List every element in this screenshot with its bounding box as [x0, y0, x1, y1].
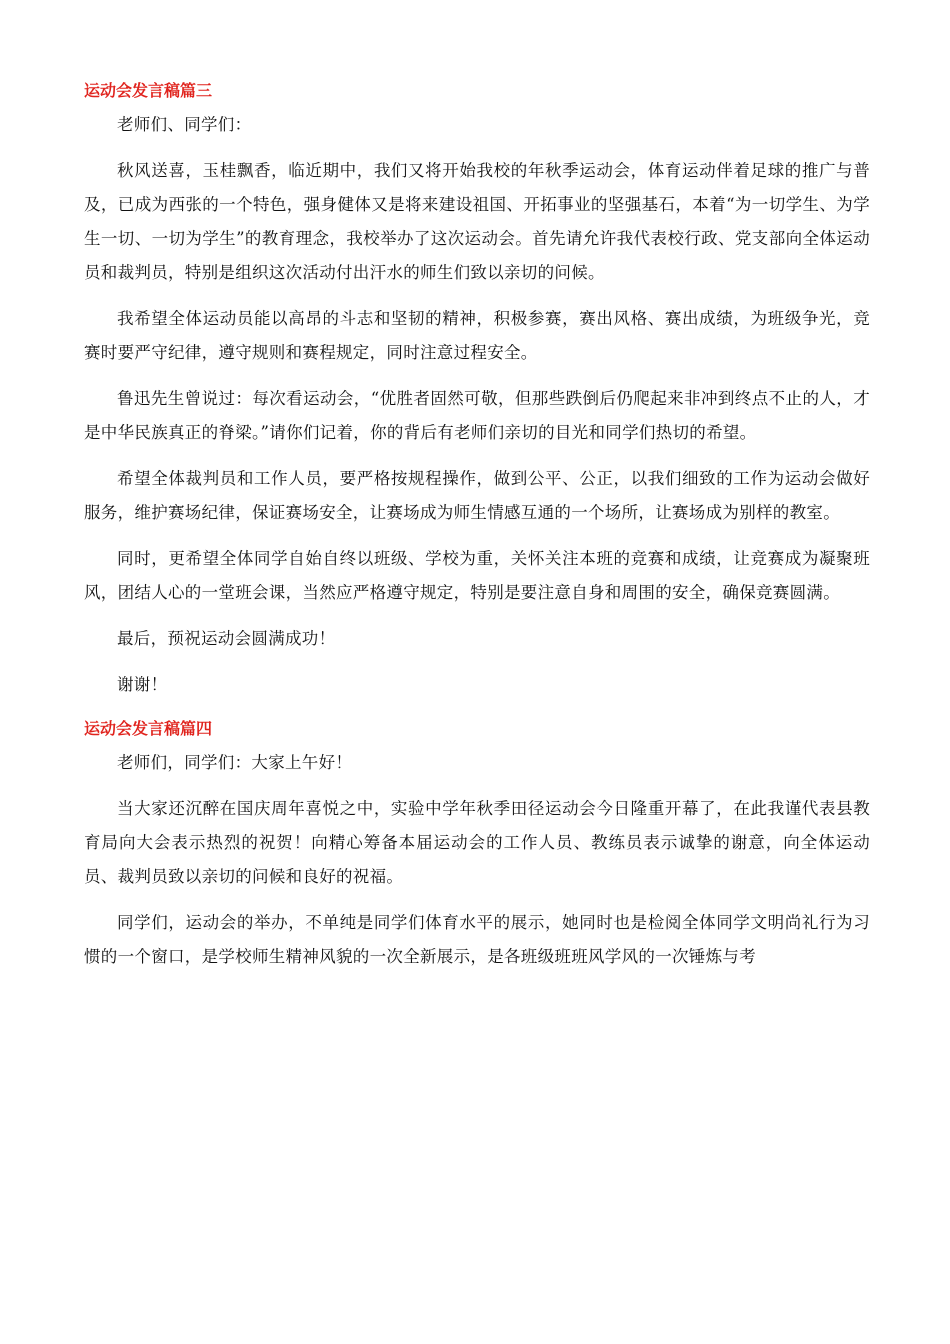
- document-page: [84, 78, 870, 974]
- paragraph: 我希望全体运动员能以高昂的斗志和坚韧的精神，积极参赛，赛出风格、赛出成绩，为班级争光，竞赛时要严守纪律，遵守规则和赛程规定，同时注意过程安全。: [84, 309, 870, 362]
- salutation: 老师们、同学们：: [117, 115, 252, 134]
- paragraph: 同时，更希望全体同学自始自终以班级、学校为重，关怀关注本班的竞赛和成绩，让竞赛成为凝聚班风，团结人心的一堂班会课，当然应严格遵守规定，特别是要注意自身和周围的安全，确保竞赛圆满。: [84, 549, 870, 602]
- closing-line: 最后，预祝运动会圆满成功！: [117, 629, 336, 648]
- paragraph: 同学们，运动会的举办，不单纯是同学们体育水平的展示，她同时也是检阅全体同学文明尚礼行为习惯的一个窗口，是学校师生精神风貌的一次全新展示，是各班级班班风学风的一次锤炼与考: [84, 913, 870, 966]
- section-heading-3: 运动会发言稿篇三: [84, 81, 213, 100]
- section-heading-4: 运动会发言稿篇四: [84, 719, 213, 738]
- paragraph: 当大家还沉醉在国庆周年喜悦之中，实验中学年秋季田径运动会今日隆重开幕了，在此我谨代表县教育局向大会表示热烈的祝贺！向精心筹备本届运动会的工作人员、教练员表示诚挚的谢意，向全体运动员、裁判员致以亲切的问候和良好的祝福。: [84, 799, 870, 886]
- paragraph: 秋风送喜，玉桂飘香，临近期中，我们又将开始我校的年秋季运动会，体育运动伴着足球的推广与普及，已成为西张的一个特色，强身健体又是将来建设祖国、开拓事业的坚强基石，本着“为一切学生、为学生一切、一切为学生”的教育理念，我校举办了这次运动会。首先请允许我代表校行政、党支部向全体运动员和裁判员，特别是组织这次活动付出汗水的师生们致以亲切的问候。: [84, 161, 870, 282]
- paragraph: 鲁迅先生曾说过：每次看运动会，“优胜者固然可敬，但那些跌倒后仍爬起来非冲到终点不止的人，才是中华民族真正的脊梁。”请你们记着，你的背后有老师们亲切的目光和同学们热切的希望。: [84, 389, 870, 442]
- salutation: 老师们，同学们：大家上午好！: [117, 753, 353, 772]
- paragraph: 希望全体裁判员和工作人员，要严格按规程操作，做到公平、公正，以我们细致的工作为运动会做好服务，维护赛场纪律，保证赛场安全，让赛场成为师生情感互通的一个场所，让赛场成为别样的教室。: [84, 469, 870, 522]
- closing-thanks: 谢谢！: [117, 675, 168, 694]
